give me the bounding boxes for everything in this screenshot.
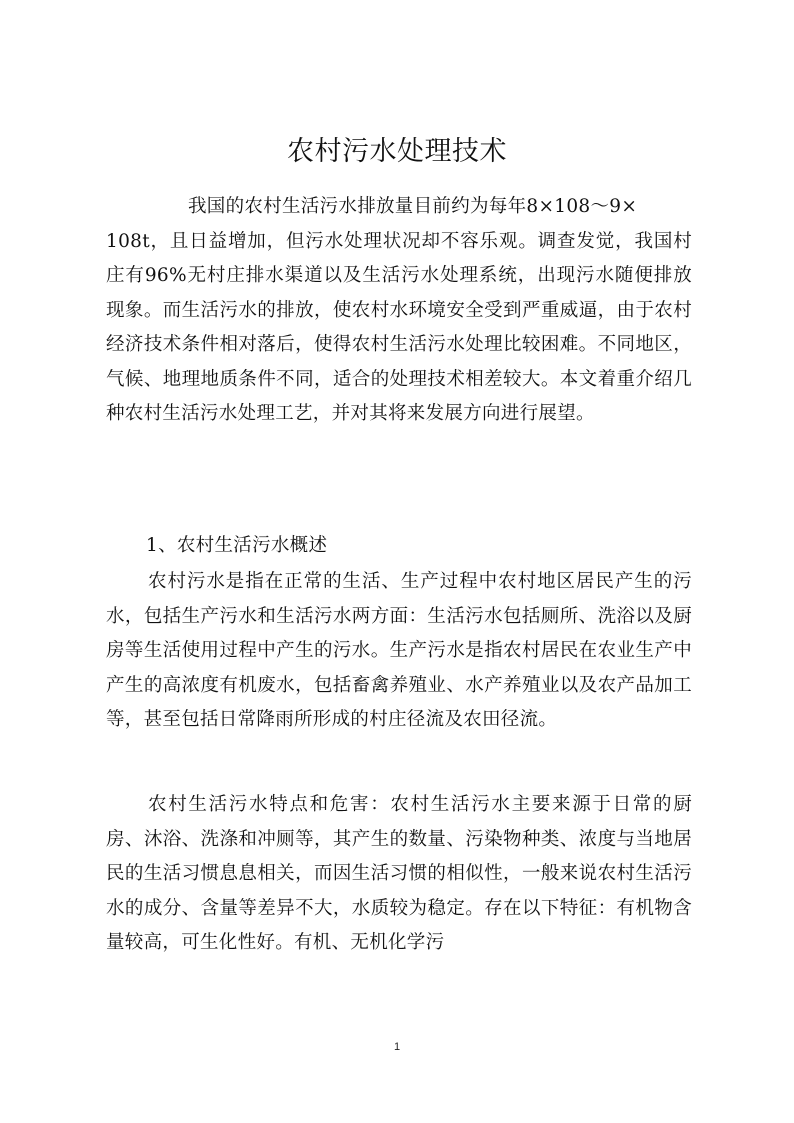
section-heading: 1、农村生活污水概述	[146, 535, 328, 556]
intro-first-line: 我国的农村生活污水排放量目前约为每年8×108～9×	[188, 196, 638, 217]
intro-paragraph	[106, 190, 692, 432]
page-number: 1	[393, 1041, 401, 1053]
intro-continuation: 108t，且日益增加，但污水处理状况却不容乐观。调查发觉，我国村庄有96%无村庄排水渠道以及生活污水处理系统，出现污水随便排放现象。而生活污水的排放，使农村水环境安全受到严重威逼，由于农村经济技术条件相对落后，使得农村生活污水处理比较困难。不同地区，气候、地理地质条件不同，适合的处理技术相差较大。本文着重介绍几种农村生活污水处理工艺，并对其将来发展方向进行展望。	[106, 230, 692, 424]
paragraph-definition: 农村污水是指在正常的生活、生产过程中农村地区居民产生的污水，包括生产污水和生活污水两方面：生活污水包括厕所、洗浴以及厨房等生活使用过程中产生的污水。生产污水是指农村居民在农业生产中产生的高浓度有机废水，包括畜禽养殖业、水产养殖业以及农产品加工等，甚至包括日常降雨所形成的村庄径流及农田径流。	[106, 571, 692, 730]
paragraph-characteristics: 农村生活污水特点和危害：农村生活污水主要来源于日常的厨房、沐浴、洗涤和冲厕等，其产生的数量、污染物种类、浓度与当地居民的生活习惯息息相关，而因生活习惯的相似性，一般来说农村生活污水的成分、含量等差异不大，水质较为稳定。存在以下特征：有机物含量较高，可生化性好。有机、无机化学污	[106, 794, 692, 953]
document-title: 农村污水处理技术	[287, 136, 507, 167]
